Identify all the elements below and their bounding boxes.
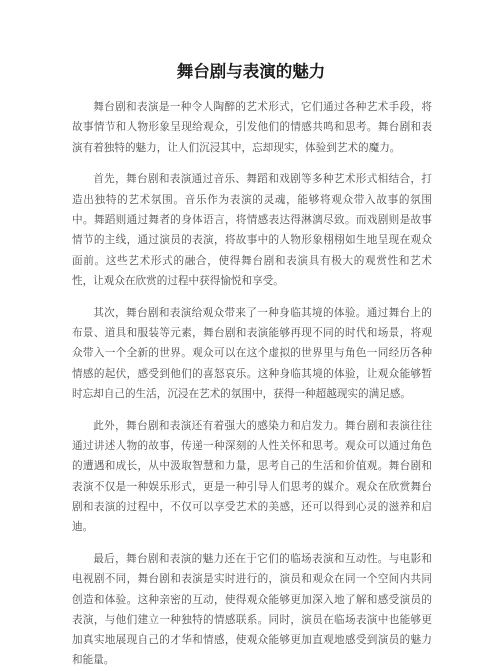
- paragraph-2: 首先，舞台剧和表演通过音乐、舞蹈和戏剧等多种艺术形式相结合，打造出独特的艺术氛围。音乐作为表演的灵魂，能够将观众带入故事的氛围中。舞蹈则通过舞者的身体语言，将情感表达得淋漓尽致。而戏剧则是故事情节的主线，通过演员的表演，将故事中的人物形象栩栩如生地呈现在观众面前。这些艺术形式的融合，使得舞台剧和表演具有极大的观赏性和艺术性，让观众在欣赏的过程中获得愉悦和享受。: [72, 173, 432, 287]
- paragraph-4: 此外，舞台剧和表演还有着强大的感染力和启发力。舞台剧和表演往往通过讲述人物的故事，传递一种深刻的人性关怀和思考。观众可以通过角色的遭遇和成长，从中汲取智慧和力量，思考自己的生活和价值观。舞台剧和表演不仅是一种娱乐形式，更是一种引导人们思考的媒介。观众在欣赏舞台剧和表演的过程中，不仅可以享受艺术的美感，还可以得到心灵的滋养和启迪。: [72, 419, 432, 534]
- paragraph-5: 最后，舞台剧和表演的魅力还在于它们的临场表演和互动性。与电影和电视剧不同，舞台剧和表演是实时进行的，演员和观众在同一个空间内共同创造和体验。这种亲密的互动，使得观众能够更加深入地了解和感受演员的表演，与他们建立一种独特的情感联系。同时，演员在临场表演中也能够更加真实地展现自己的才华和情感，使观众能够更加直观地感受到演员的魅力和能量。: [72, 552, 432, 667]
- article-body: [72, 97, 432, 671]
- paragraph-3: 其次，舞台剧和表演给观众带来了一种身临其境的体验。通过舞台上的布景、道具和服装等元素，舞台剧和表演能够再现不同的时代和场景，将观众带入一个全新的世界。观众可以在这个虚拟的世界里与角色一同经历各种情感的起伏，感受到他们的喜怒哀乐。这种身临其境的体验，让观众能够暂时忘却自己的生活，沉浸在艺术的氛围中，获得一种超越现实的满足感。: [72, 306, 432, 400]
- page-title: 舞台剧与表演的魅力: [176, 62, 326, 81]
- paragraph-1: 舞台剧和表演是一种令人陶醉的艺术形式，它们通过各种艺术手段，将故事情节和人物形象呈现给观众，引发他们的情感共鸣和思考。舞台剧和表演有着独特的魅力，让人们沉浸其中，忘却现实，体验到艺术的魔力。: [72, 101, 432, 154]
